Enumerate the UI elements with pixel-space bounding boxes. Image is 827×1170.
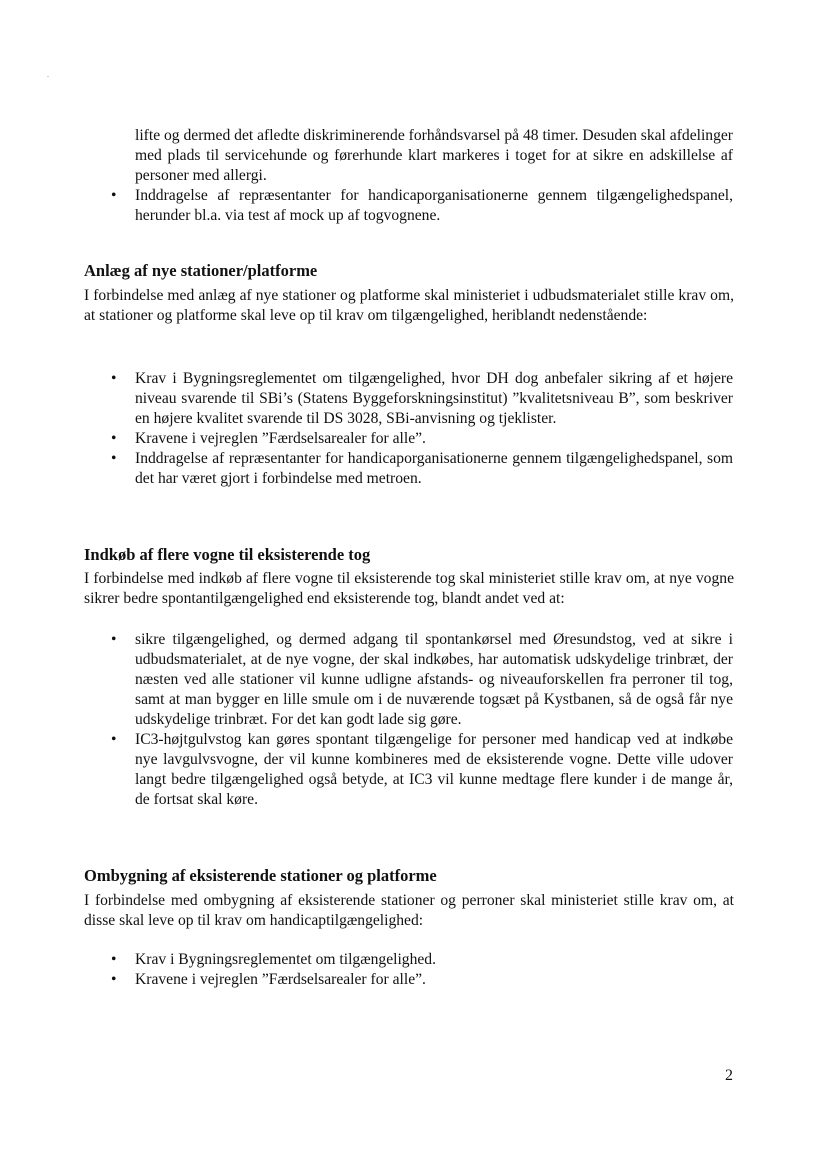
list-item-text: IC3-højtgulvstog kan gøres spontant tilgængelige for personer med handicap ved at indkøbe nye lavgulvsvogne, der vil kunne kombineres med de eksisterende vogne. Dette ville udover langt bedre tilgængelighed også betyde, at IC3 vil kunne medtage flere kunder i de mange år, de fortsat skal køre. — [135, 731, 733, 808]
bullet-icon: • — [111, 951, 117, 968]
list-item-text: sikre tilgængelighed, og dermed adgang til spontankørsel med Øresundstog, ved at sikre i udbudsmaterialet, at de nye vogne, der skal indkøbes, har automatisk udskydelige trinbræt, der næsten ved alle stationer vil kunne udligne afstands- og niveauforskellen fra perroner til tog, samt at man bygger en lille smule om i de nuværende togsæt på Kystbanen, så de også får nye udskydelige trinbræt. For det kan godt lade sig gøre. — [135, 631, 733, 728]
list-item — [111, 449, 733, 489]
scan-speck — [47, 76, 49, 77]
section-intro: I forbindelse med anlæg af nye stationer og platforme skal ministeriet i udbudsmaterialet stille krav om, at stationer og platforme skal leve op til krav om tilgængelighed, heriblandt nedenstående: — [84, 287, 734, 324]
list-item-text: Inddragelse af repræsentanter for handicaporganisationerne gennem tilgængelighedspanel, herunder bl.a. via test af mock up af togvognene. — [135, 187, 733, 224]
continuation-text: lifte og dermed det afledte diskriminerende forhåndsvarsel på 48 timer. Desuden skal afdelinger med plads til servicehunde og førerhunde klart markeres i toget for at sikre en adskillelse af personer med allergi. — [135, 127, 733, 184]
bullet-icon: • — [111, 430, 117, 447]
section-heading: Indkøb af flere vogne til eksisterende tog — [84, 545, 371, 564]
list-item-text: Kravene i vejreglen ”Færdselsarealer for alle”. — [135, 971, 426, 988]
list-item — [111, 369, 733, 429]
list-item — [111, 429, 733, 449]
section-intro: I forbindelse med ombygning af eksisterende stationer og perroner skal ministeriet stille krav om, at disse skal leve op til krav om handicaptilgængelighed: — [84, 892, 734, 929]
list-item — [111, 730, 733, 810]
list-item — [111, 950, 733, 970]
list-item-text: Krav i Bygningsreglementet om tilgængelighed, hvor DH dog anbefaler sikring af et højere niveau svarende til SBi’s (Statens Byggeforskningsinstitut) ”kvalitetsniveau B”, som beskriver en højere kvalitet svarende til DS 3028, SBi-anvisning og tjeklister. — [135, 370, 733, 427]
list-item-text: Krav i Bygningsreglementet om tilgængelighed. — [135, 951, 436, 968]
bullet-icon: • — [111, 971, 117, 988]
bullet-list — [111, 950, 733, 990]
bullet-icon: • — [111, 631, 117, 648]
list-item-text: Inddragelse af repræsentanter for handicaporganisationerne gennem tilgængelighedspanel, som det har været gjort i forbindelse med metroen. — [135, 450, 733, 487]
bullet-icon: • — [111, 187, 117, 204]
bullet-icon: • — [111, 370, 117, 387]
section-heading: Anlæg af nye stationer/platforme — [84, 261, 318, 280]
section-intro: I forbindelse med indkøb af flere vogne til eksisterende tog skal ministeriet stille krav om, at nye vogne sikrer bedre spontantilgængelighed end eksisterende tog, blandt andet ved at: — [84, 570, 734, 607]
bullet-list — [111, 369, 733, 489]
list-item — [111, 970, 733, 990]
page-number: 2 — [725, 1067, 733, 1084]
list-item — [111, 186, 733, 226]
continuation-block — [111, 126, 733, 226]
bullet-icon: • — [111, 731, 117, 748]
section-heading: Ombygning af eksisterende stationer og platforme — [84, 866, 437, 885]
list-item — [111, 630, 733, 730]
bullet-icon: • — [111, 450, 117, 467]
bullet-list — [111, 630, 733, 810]
list-item-text: Kravene i vejreglen ”Færdselsarealer for alle”. — [135, 430, 426, 447]
